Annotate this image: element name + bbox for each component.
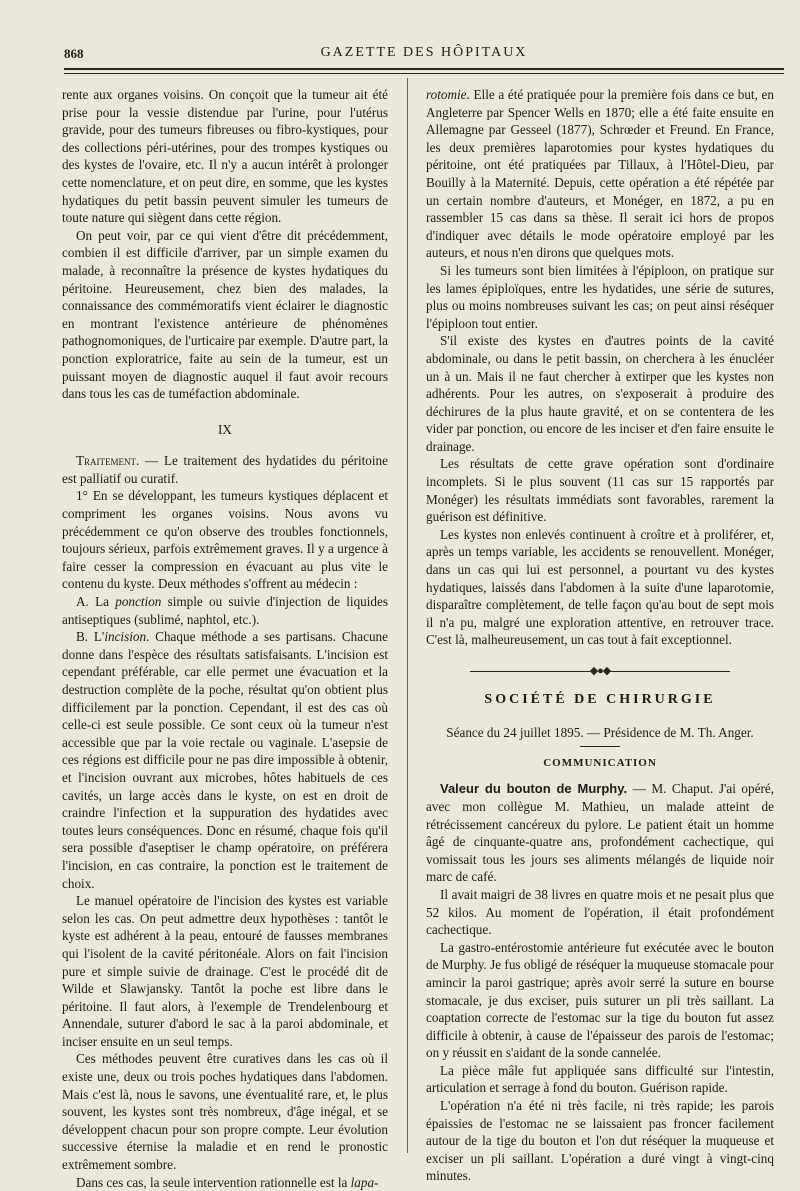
- communication-heading: COMMUNICATION: [543, 756, 657, 769]
- paragraph: [62, 628, 388, 892]
- header-rule: [64, 68, 784, 70]
- paragraph: La pièce mâle fut appliquée sans difficulté sur l'intestin, articulation et serrage à fond du bouton. Guérison rapide.: [426, 1062, 774, 1096]
- paragraph: Les résultats de cette grave opération sont d'ordinaire incomplets. Si le plus souvent (11 cas sur 15 rapportés par Monéger) les résultats immédiats sont favorables, rarement la guérison est définitive.: [426, 456, 774, 525]
- short-rule: [580, 746, 620, 747]
- paragraph-text: Dans ces cas, la seule intervention rationnelle est la: [76, 1174, 351, 1190]
- society-heading: SOCIÉTÉ DE CHIRURGIE: [484, 691, 716, 707]
- paragraph: rente aux organes voisins. On conçoit que la tumeur ait été prise pour la vessie distendue par l'urine, pour l'utérus gravide, pour des tumeurs fibreuses ou fibro-kystiques, pour des collections péri-utérines, pour des trompes kystiques ou des kystes de l'ovaire, etc. Il n'y a aucun intérêt à prolonger cette nomenclature, et on peut dire, en somme, que les kystes hydatiques du petit bassin peuvent simuler les tumeurs de toute nature qui siègent dans cette région.: [62, 87, 388, 226]
- section-heading: Traitement.: [76, 453, 140, 469]
- header-rule-thin: [64, 73, 784, 74]
- paragraph-text: . Chaque méthode a ses partisans. Chacune donne dans l'espèce des résultats satisfaisants. L'incision est cependant préférable, car elle permet une évacuation et la destruction complète de la poche, résultat qu'on obtient plus difficilement par la ponction. Cependant, il est des cas où celle-ci est seule possible. Ce sont ceux où la tumeur n'est accessible que par la voie rectale ou vaginale. L'asepsie de ces régions est difficile pour ne pas dire impossible à obtenir, et l'incision ouvrant aux microbes, hôtes habituels de ces cavités, un large accès dans le kyste, on est en droit de craindre l'infection et la suppuration des hydatides avec toutes leurs conséquences. Donc en résumé, chaque fois qu'il sera possible d'aseptiser le champ opératoire, on préférera l'incision, en cas contraire, la ponction est le traitement de choix.: [62, 629, 388, 891]
- paragraph-text: — M. Chaput. J'ai opéré, avec mon collègue M. Mathieu, un malade atteint de rétrécissement cancéreux du pylore. Le patient était un homme âgé de cinquante-quatre ans, profondément cachectique, qui vomissait tous les jours ses aliments mélangés de liquide noir marc de café.: [426, 781, 774, 885]
- paragraph: On peut voir, par ce qui vient d'être dit précédemment, combien il est difficile d'arriver, par un simple examen du malade, à reconnaître la présence de kystes hydatiques du péritoine. Heureusement, chez bien des malades, la connaissance des commémoratifs vient éclairer le diagnostic en montrant l'existence antérieure de phénomènes pathognomoniques, de l'urticaire par exemple. D'autre part, la ponction exploratrice, faite au sein de la tumeur, est un puissant moyen de diagnostic auquel il faut avoir recours dans tous les cas de tuméfaction abdominale.: [62, 227, 388, 402]
- paragraph-text: — Le traitement des hydatides du péritoine est palliatif ou curatif.: [62, 453, 388, 486]
- paragraph: Si les tumeurs sont bien limitées à l'épiploon, on pratique sur les lames épiploïques, entre les hydatides, une série de sutures, plus ou moins nombreuses suivant les cas; on peut ainsi réséquer l'épiploon tout entier.: [426, 262, 774, 331]
- column-divider: [407, 78, 408, 1153]
- paragraph: [426, 86, 774, 262]
- paragraph-text: B. L': [76, 629, 105, 645]
- paragraph: [62, 593, 388, 628]
- paragraph: [62, 452, 388, 487]
- paragraph: S'il existe des kystes en d'autres points de la cavité abdominale, ou dans le petit bassin, on cherchera à les énucléer un à un. Mais il ne faut chercher à extirper que les kystes non adhérents. Pour les autres, on s'exposerait à produire des déchirures de la plus haute gravité, et on se contentera de les vider par ponction, ou encore de les inciser et d'en faire ensuite le drainage.: [426, 333, 774, 454]
- paragraph: La gastro-entérostomie antérieure fut exécutée avec le bouton de Murphy. Je fus obligé de réséquer la muqueuse stomacale pour amincir la paroi gastrique; après avoir serré la suture en bourse stomacale, je dus exciser, puis suturer un pli très saillant. La coaptation correcte de l'estomac sur la tige du bouton fut assez difficile à obtenir, à cause de l'épaisseur des parois de l'estomac; on y réussit en s'aidant de la sonde cannelée.: [426, 939, 774, 1061]
- paragraph: [62, 1174, 388, 1191]
- paragraph: Les kystes non enlevés continuent à croître et à proliférer, et, après un temps variable, les accidents se renouvellent. Monéger, dans un cas qui lui est personnel, a pourtant vu des kystes hydatiques, laissés dans l'abdomen à la suite d'une laparotomie, disparaître complètement, de telle façon qu'au bout de sept mois il n'a pu, malgré une exploration attentive, en retrouver trace. C'est là, malheureusement, un cas tout à fait exceptionnel.: [426, 526, 774, 648]
- italic-term: rotomie: [426, 87, 467, 102]
- paragraph: Ces méthodes peuvent être curatives dans les cas où il existe une, deux ou trois poches hydatiques dans l'abdomen. Mais c'est là, nous le savons, une éventualité rare, et, le plus souvent, les kystes sont très nombreux, d'âge inégal, et se développent chacun pour son propre compte. Leur évolution successive éternise la maladie et en rend le pronostic extrêmement sombre.: [62, 1051, 388, 1173]
- ornament-divider: ◆●◆: [426, 663, 774, 681]
- italic-term: ponction: [115, 594, 162, 610]
- paragraph: 1° En se développant, les tumeurs kystiques déplacent et compriment les organes voisins. Nous avons vu précédemment ce qu'on observe des troubles fonctionnels, toujours sérieux, parfois extrêmement graves. Il y a urgence à faire cesser la compression en évacuant au plus vite le contenu du kyste. Deux méthodes s'offrent au médecin :: [62, 488, 388, 592]
- running-title: GAZETTE DES HÔPITAUX: [320, 45, 528, 60]
- page-header: [64, 44, 784, 64]
- right-column: [426, 86, 774, 1185]
- paragraph: L'opération n'a été ni très facile, ni très rapide; les parois épaissies de l'estomac ne se laissaient pas froncer facilement autour de la tige du bouton et l'on dut réséquer la muqueuse et exciser un pli saillant. L'opération a duré vingt à vingt-cinq minutes.: [426, 1098, 774, 1184]
- left-column: [62, 86, 388, 1191]
- article-title: Valeur du bouton de Murphy.: [440, 781, 628, 797]
- paragraph-text: simple ou suivie d'injection de liquides antiseptiques (sublimé, naphtol, etc.).: [62, 594, 388, 627]
- session-line: Séance du 24 juillet 1895. — Présidence de M. Th. Anger.: [446, 725, 754, 741]
- paragraph: [426, 780, 774, 886]
- paragraph-text: A. La: [76, 594, 116, 610]
- italic-term: lapa-: [350, 1174, 379, 1190]
- paragraph: Il avait maigri de 38 livres en quatre mois et ne pesait plus que 52 kilos. Au moment de l'opération, il était profondément cachectique.: [426, 886, 774, 938]
- paragraph: Le manuel opératoire de l'incision des kystes est variable selon les cas. On peut admettre deux hypothèses : tantôt le kyste est adhérent à la peau, entouré de fausses membranes qui l'isolent de la cavité péritonéale. Alors on fait l'incision pure et simple suivie de drainage. C'est le procédé dit de Wilde et Slawjansky. Tantôt la poche est libre dans le péritoine. Il faut alors, à l'exemple de Trendelenbourg et Annendale, suturer d'abord le sac à la paroi abdominale, et inciser ensuite en un seul temps.: [62, 893, 388, 1049]
- section-number: IX: [218, 421, 232, 437]
- paragraph-text: . Elle a été pratiquée pour la première fois dans ce but, en Angleterre par Spencer Wells en 1870; elle a été faite ensuite en Allemagne par Gesseel (1877), Schrœder et Freund. En France, les deux premières laparotomies pour kystes hydatiques du péritoine, ont été pratiquées par Tillaux, à l'Hôtel-Dieu, par Bouilly à la Maternité. Depuis, cette opération a été répétée par un certain nombre d'auteurs, et Monéger, en 1872, a pu en rassembler 15 cas dans sa thèse. Il serait ici hors de propos d'indiquer avec détails le mode opératoire employé par les auteurs, et nous n'en dirons que quelques mots.: [426, 87, 774, 261]
- italic-term: incision: [104, 629, 147, 645]
- page-number: 868: [64, 46, 84, 61]
